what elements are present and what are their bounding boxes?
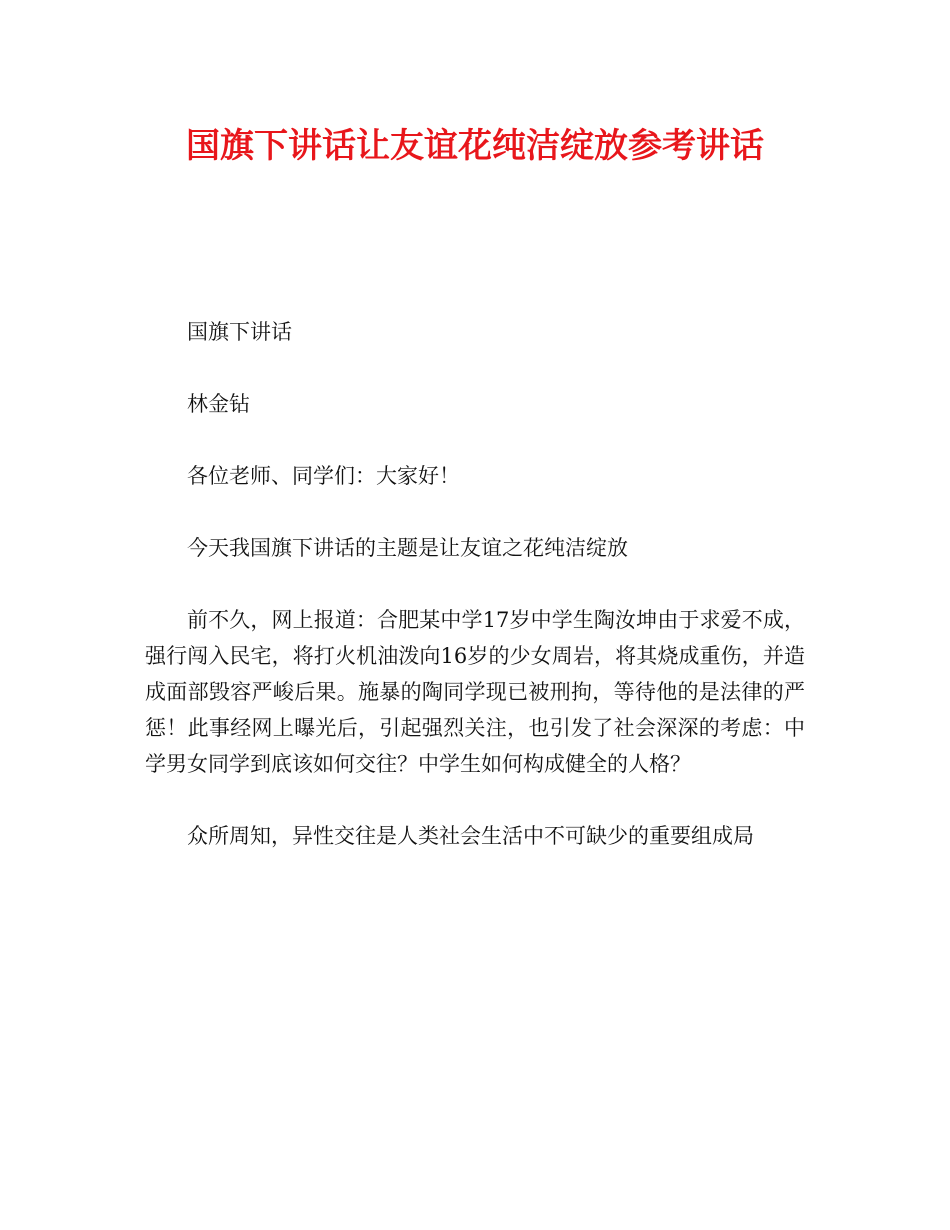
document-title: 国旗下讲话让友谊花纯洁绽放参考讲话 (186, 126, 764, 166)
paragraph-greeting: 各位老师、同学们：大家好！ (187, 464, 460, 488)
paragraph-author: 林金钻 (187, 392, 250, 416)
paragraph-heading: 国旗下讲话 (187, 320, 292, 344)
paragraph-social-interaction: 众所周知，异性交往是人类社会生活中不可缺少的重要组成局 (187, 824, 754, 848)
paragraph-news: 前不久，网上报道：合肥某中学17岁中学生陶汝坤由于求爱不成，强行闯入民宅，将打火机油泼向16岁的少女周岩，将其烧成重伤，并造成面部毁容严峻后果。施暴的陶同学现已被刑拘，等待他的是法律的严惩！此事经网上曝光后，引起强烈关注，也引发了社会深深的考虑：中学男女同学到底该如何交往？中学生如何构成健全的人格？ (145, 608, 805, 776)
document-body (145, 314, 805, 890)
paragraph-topic: 今天我国旗下讲话的主题是让友谊之花纯洁绽放 (187, 536, 628, 560)
